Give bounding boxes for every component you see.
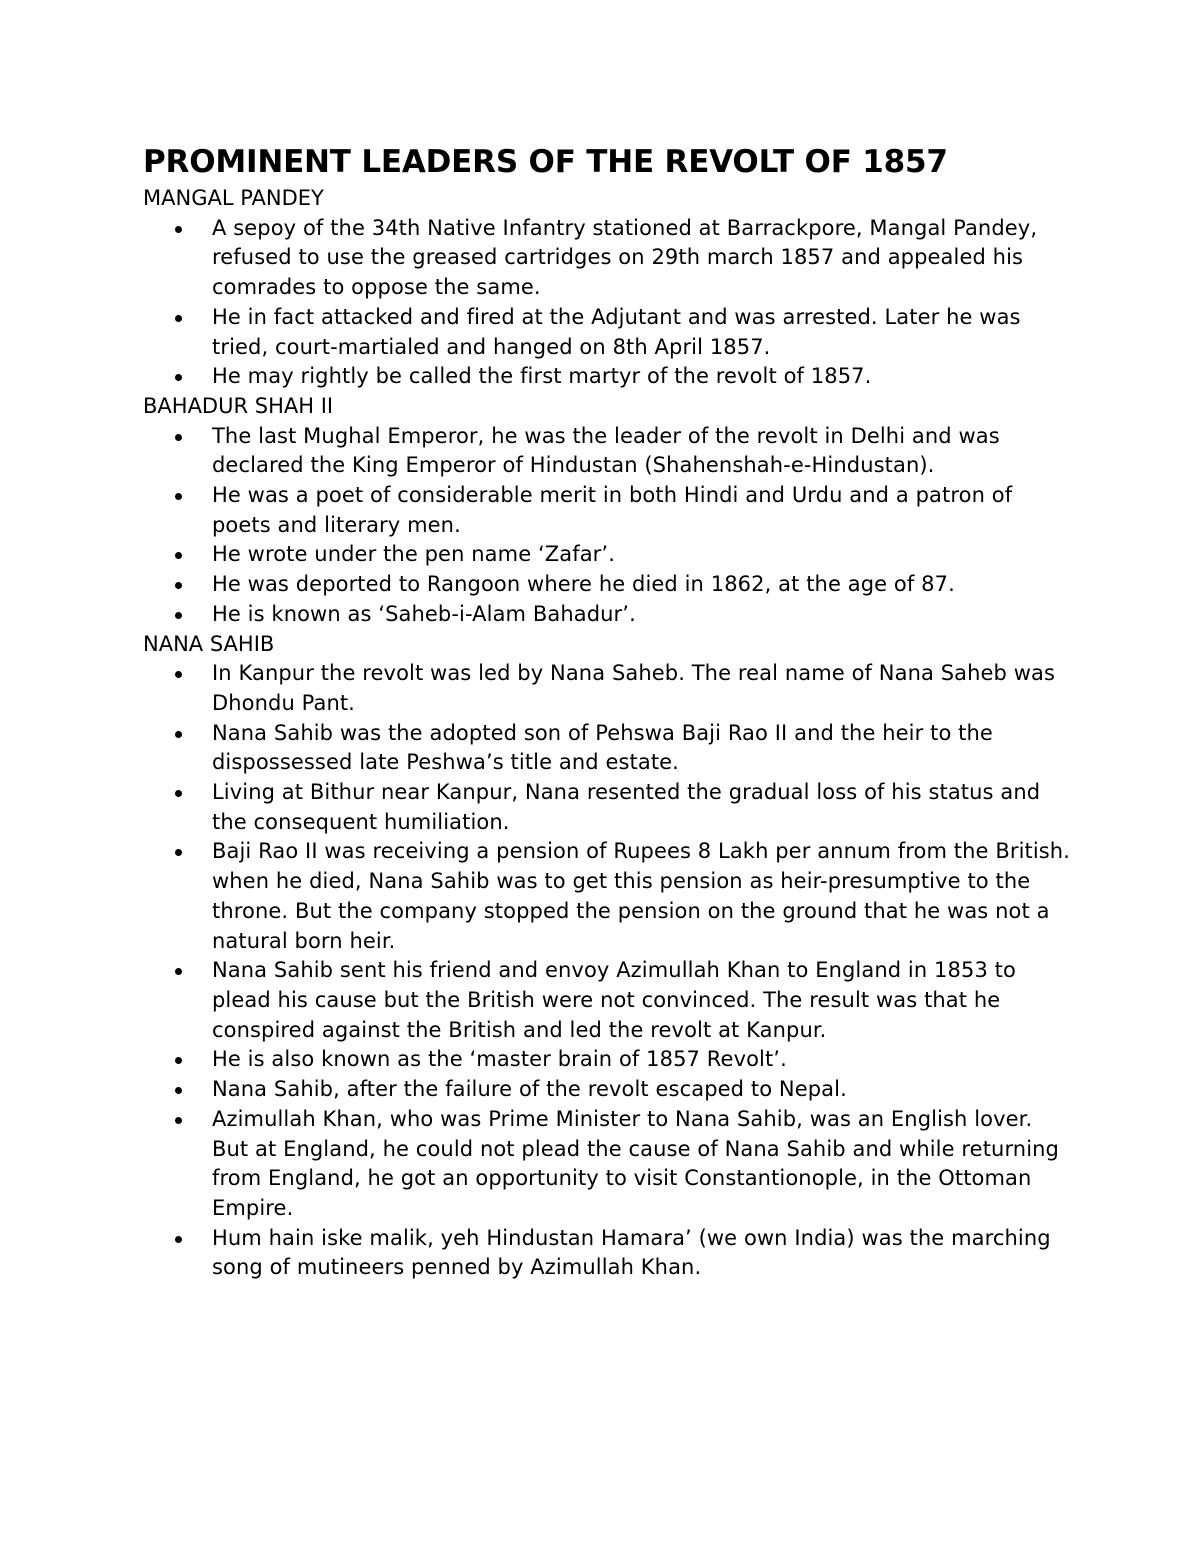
list-item-text: In Kanpur the revolt was led by Nana Saheb. The real name of Nana Saheb was Dhondu Pant. bbox=[212, 661, 1056, 715]
list-item-text: Nana Sahib, after the failure of the revolt escaped to Nepal. bbox=[212, 1077, 847, 1102]
bullet-list bbox=[143, 214, 1073, 392]
list-item-text: He may rightly be called the first martyr of the revolt of 1857. bbox=[212, 364, 872, 389]
bullet-icon bbox=[175, 731, 182, 738]
list-item-text: He is also known as the ‘master brain of 1857 Revolt’. bbox=[212, 1047, 787, 1072]
page-title: PROMINENT LEADERS OF THE REVOLT OF 1857 bbox=[143, 144, 948, 180]
list-item-text: Baji Rao II was receiving a pension of Rupees 8 Lakh per annum from the British. when he died, Nana Sahib was to get this pension as heir-presumptive to the throne. But the company stopped the pension on the ground that he was not a natural born heir. bbox=[212, 839, 1070, 953]
list-item bbox=[143, 214, 1073, 303]
section-heading: BAHADUR SHAH II bbox=[143, 393, 334, 418]
list-item bbox=[143, 303, 1073, 362]
list-item-text: He was a poet of considerable merit in both Hindi and Urdu and a patron of poets and literary men. bbox=[212, 483, 1013, 537]
section-bahadur-shah bbox=[143, 392, 1073, 630]
bullet-icon bbox=[175, 790, 182, 797]
list-item-text: Nana Sahib sent his friend and envoy Azimullah Khan to England in 1853 to plead his cause but the British were not convinced. The result was that he conspired against the British and led the revolt at Kanpur. bbox=[212, 958, 1016, 1042]
list-item bbox=[143, 481, 1073, 540]
list-item bbox=[143, 570, 1073, 600]
list-item-text: Living at Bithur near Kanpur, Nana resented the gradual loss of his status and the consequent humiliation. bbox=[212, 780, 1041, 834]
list-item-text: Hum hain iske malik, yeh Hindustan Hamara’ (we own India) was the marching song of mutineers penned by Azimullah Khan. bbox=[212, 1225, 1051, 1280]
section-mangal-pandey bbox=[143, 184, 1073, 392]
bullet-list bbox=[143, 659, 1073, 1283]
section-heading: NANA SAHIB bbox=[143, 631, 275, 656]
list-item bbox=[143, 1045, 1073, 1075]
list-item bbox=[143, 956, 1073, 1045]
bullet-icon bbox=[175, 493, 182, 500]
list-item bbox=[143, 1105, 1073, 1224]
section-heading: MANGAL PANDEY bbox=[143, 186, 324, 210]
list-item bbox=[143, 1224, 1073, 1283]
document-page bbox=[143, 140, 1073, 1283]
bullet-list bbox=[143, 422, 1073, 630]
list-item bbox=[143, 362, 1073, 392]
bullet-icon bbox=[175, 1117, 182, 1124]
list-item-text: He wrote under the pen name ‘Zafar’. bbox=[212, 542, 615, 567]
bullet-icon bbox=[175, 315, 182, 322]
bullet-icon bbox=[175, 434, 182, 441]
bullet-icon bbox=[175, 226, 182, 233]
bullet-icon bbox=[175, 968, 182, 975]
list-item-text: The last Mughal Emperor, he was the leader of the revolt in Delhi and was declared the King Emperor of Hindustan (Shahenshah-e-Hindustan). bbox=[212, 423, 1000, 478]
list-item-text: Azimullah Khan, who was Prime Minister to Nana Sahib, was an English lover. But at England, he could not plead the cause of Nana Sahib and while returning from England, he got an opportunity to visit Constantionople, in the Ottoman Empire. bbox=[212, 1106, 1059, 1220]
list-item-text: He was deported to Rangoon where he died in 1862, at the age of 87. bbox=[212, 572, 955, 597]
list-item-text: Nana Sahib was the adopted son of Pehswa Baji Rao II and the heir to the dispossessed late Peshwa’s title and estate. bbox=[212, 720, 993, 775]
list-item bbox=[143, 1075, 1073, 1105]
list-item bbox=[143, 659, 1073, 718]
list-item-text: He in fact attacked and fired at the Adjutant and was arrested. Later he was tried, court-martialed and hanged on 8th April 1857. bbox=[212, 304, 1021, 359]
bullet-icon bbox=[175, 1236, 182, 1243]
list-item-text: A sepoy of the 34th Native Infantry stationed at Barrackpore, Mangal Pandey, refused to use the greased cartridges on 29th march 1857 and appealed his comrades to oppose the same. bbox=[212, 215, 1038, 300]
list-item bbox=[143, 600, 1073, 630]
bullet-icon bbox=[175, 552, 182, 559]
bullet-icon bbox=[175, 671, 182, 678]
list-item bbox=[143, 540, 1073, 570]
section-nana-sahib bbox=[143, 630, 1073, 1283]
list-item-text: He is known as ‘Saheb-i-Alam Bahadur’. bbox=[212, 601, 636, 626]
bullet-icon bbox=[175, 1057, 182, 1064]
bullet-icon bbox=[175, 1087, 182, 1094]
bullet-icon bbox=[175, 582, 182, 589]
list-item bbox=[143, 778, 1073, 837]
list-item bbox=[143, 719, 1073, 778]
list-item bbox=[143, 422, 1073, 481]
bullet-icon bbox=[175, 849, 182, 856]
bullet-icon bbox=[175, 374, 182, 381]
list-item bbox=[143, 837, 1073, 956]
bullet-icon bbox=[175, 612, 182, 619]
